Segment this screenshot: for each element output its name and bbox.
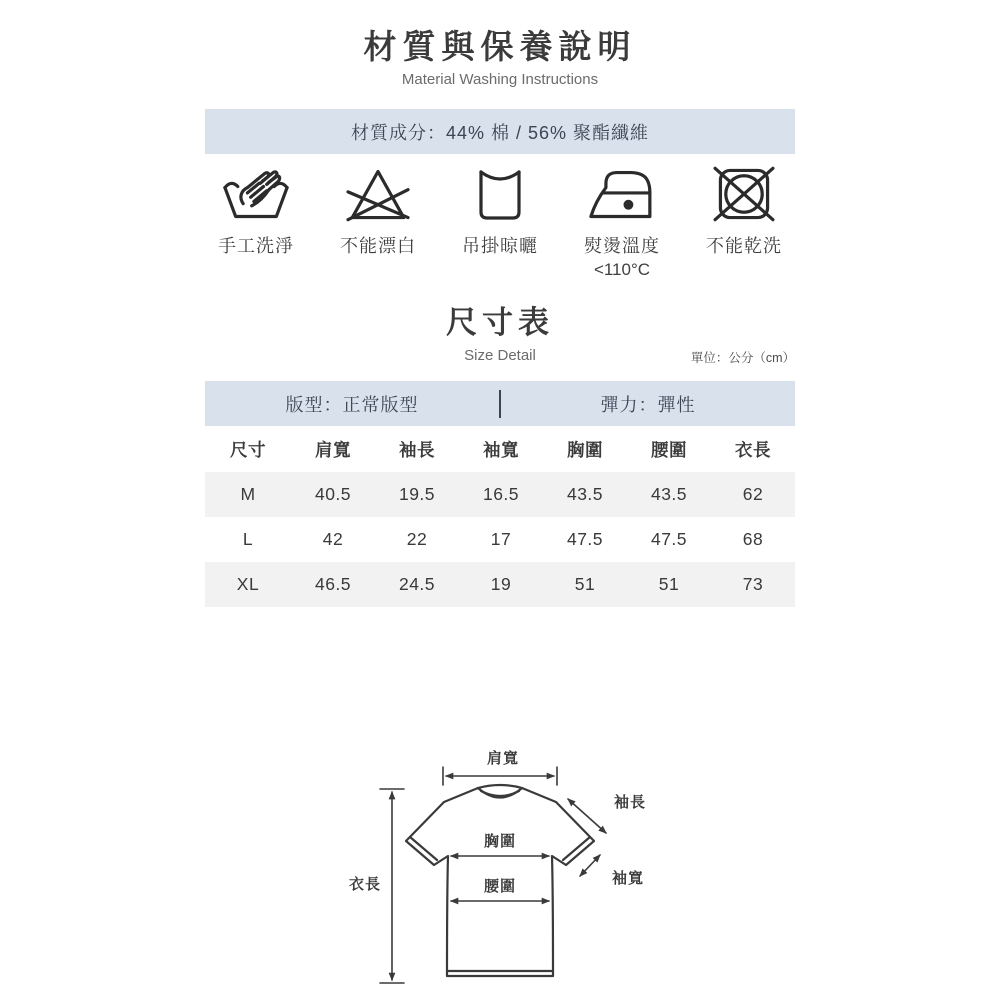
- measure-value: 17: [490, 529, 512, 549]
- column-header: 袖長: [399, 439, 435, 460]
- measure-value: 16.5: [482, 484, 520, 504]
- care-item-no-dry-clean: [688, 164, 800, 258]
- fit-type-label: 版型：正常版型: [285, 394, 419, 415]
- measure-value: 51: [658, 574, 680, 594]
- size-chart-title: 尺寸表: [446, 305, 554, 341]
- care-label: 熨燙溫度: [584, 236, 660, 257]
- material-composition-banner: [205, 109, 795, 154]
- measure-value: 51: [574, 574, 596, 594]
- size-label: XL: [236, 574, 260, 594]
- page-subtitle: Material Washing Instructions: [401, 71, 599, 89]
- care-label: 吊掛晾曬: [462, 236, 538, 257]
- measure-value: 73: [742, 574, 764, 594]
- table-row-size-l: [205, 517, 795, 562]
- fit-stretch-label: 彈力：彈性: [600, 394, 696, 415]
- measure-value: 62: [742, 484, 764, 504]
- care-item-hang-dry: [444, 164, 556, 258]
- column-header: 腰圍: [651, 439, 687, 460]
- measure-value: 19.5: [398, 484, 436, 504]
- column-header: 衣長: [735, 439, 771, 460]
- care-item-iron-low: [566, 164, 678, 280]
- size-table: [205, 426, 795, 607]
- hand-wash-icon: [221, 164, 291, 224]
- measure-value: 24.5: [398, 574, 436, 594]
- column-header: 胸圍: [567, 439, 603, 460]
- care-item-hand-wash: [200, 164, 312, 258]
- measurement-arrows: [380, 767, 606, 983]
- care-icons-row: [200, 164, 800, 280]
- material-composition-text: 材質成分：44% 棉 / 56% 聚酯纖維: [350, 122, 650, 143]
- size-chart-subrow: [205, 347, 795, 369]
- care-label: 手工洗淨: [218, 236, 294, 257]
- care-label: 不能漂白: [340, 236, 416, 257]
- tshirt-measurement-diagram: [340, 743, 685, 998]
- table-row-size-xl: [205, 562, 795, 607]
- care-sublabel-temperature: <110°C: [593, 260, 651, 280]
- no-dry-clean-icon: [709, 164, 779, 224]
- size-label: M: [240, 484, 256, 504]
- label-shoulder-width: 肩寬: [486, 750, 520, 767]
- unit-note: 單位：公分（cm）: [690, 351, 795, 365]
- label-garment-length: 衣長: [348, 876, 382, 893]
- measure-value: 22: [406, 529, 428, 549]
- measure-value: 43.5: [566, 484, 604, 504]
- column-header: 袖寬: [483, 439, 519, 460]
- label-waist: 腰圍: [483, 878, 517, 895]
- care-label: 不能乾洗: [706, 236, 782, 257]
- no-bleach-icon: [343, 164, 413, 224]
- size-table-header-row: [205, 426, 795, 472]
- label-sleeve-length: 袖長: [613, 794, 647, 811]
- measure-value: 47.5: [566, 529, 604, 549]
- measure-value: 19: [490, 574, 512, 594]
- measure-value: 68: [742, 529, 764, 549]
- measure-value: 47.5: [650, 529, 688, 549]
- column-header: 肩寬: [315, 439, 351, 460]
- measure-value: 46.5: [314, 574, 352, 594]
- measure-value: 43.5: [650, 484, 688, 504]
- label-sleeve-width: 袖寬: [611, 870, 645, 887]
- size-chart-subtitle: Size Detail: [464, 347, 536, 364]
- label-chest: 胸圍: [483, 833, 517, 850]
- column-header: 尺寸: [230, 439, 266, 460]
- page-title: 材質與保養說明: [363, 28, 637, 65]
- hang-dry-icon: [468, 164, 532, 224]
- measure-value: 40.5: [314, 484, 352, 504]
- care-item-no-bleach: [322, 164, 434, 258]
- fit-banner: [205, 381, 795, 426]
- size-label: L: [242, 529, 254, 549]
- table-row-size-m: [205, 472, 795, 517]
- measure-value: 42: [322, 529, 344, 549]
- iron-low-icon: [587, 164, 657, 224]
